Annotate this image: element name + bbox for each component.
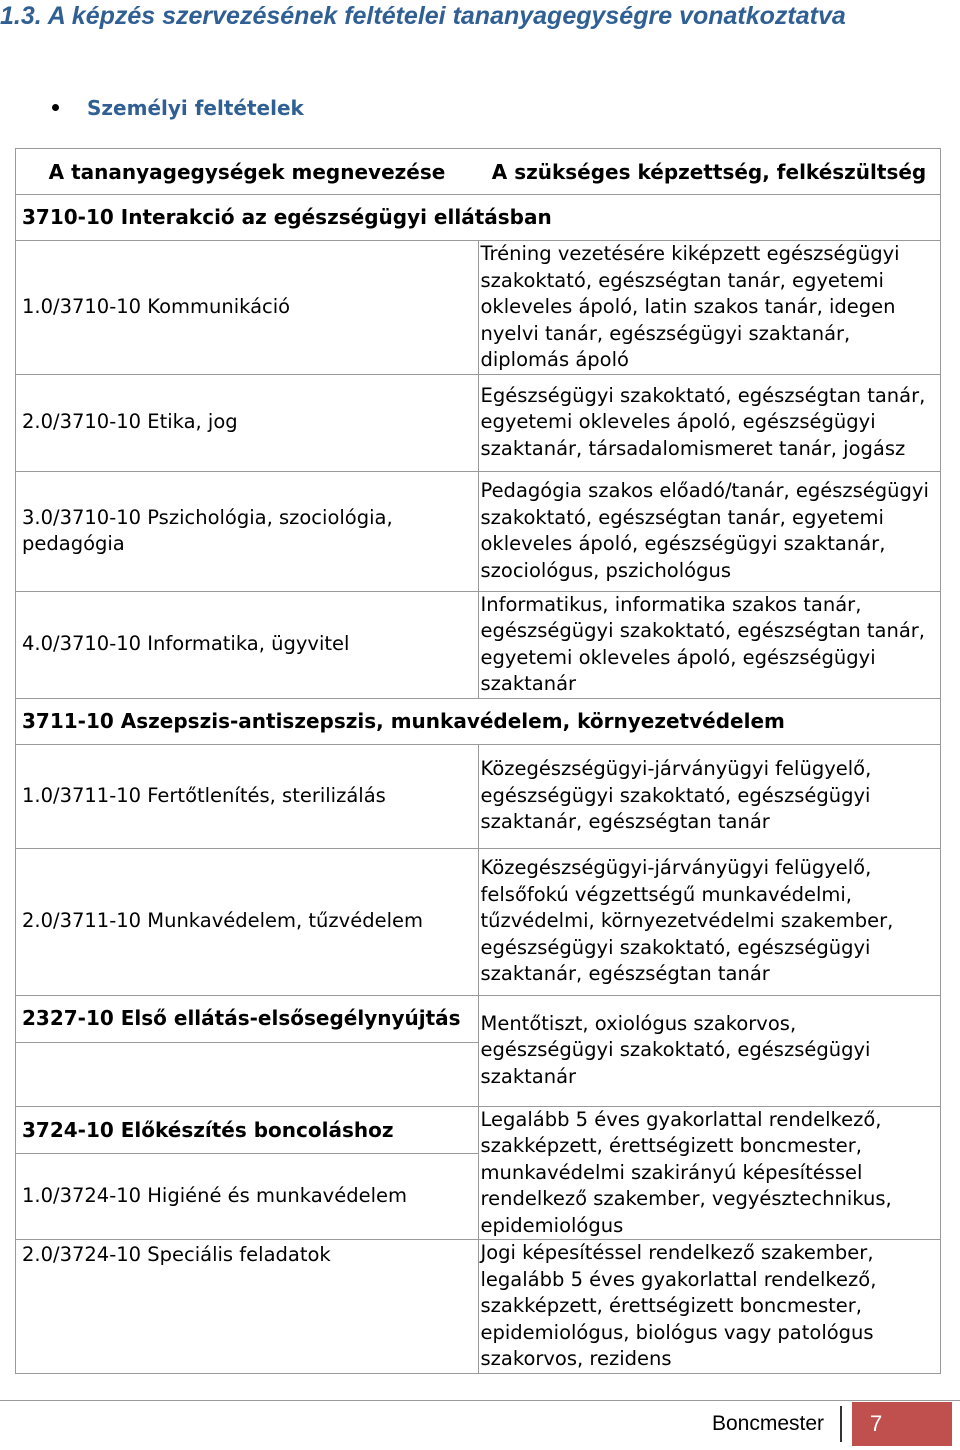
page-number: 7 [852, 1402, 952, 1446]
footer-separator [840, 1406, 842, 1442]
unit-requirement: Tréning vezetésére kiképzett egészségügyi szakoktató, egészségtan tanár, egyetemi okleveles ápoló, latin szakos tanár, idegen nyelvi tanár, egészségügyi szaktanár, diplomás ápoló [478, 241, 941, 375]
bullet-label: Személyi feltételek [87, 96, 304, 120]
unit-name: 1.0/3711-10 Fertőtlenítés, sterilizálás [16, 744, 479, 848]
footer-divider [0, 1400, 960, 1401]
footer-title: Boncmester [712, 1412, 825, 1435]
table-row [16, 471, 941, 591]
unit-name: 4.0/3710-10 Informatika, ügyvitel [16, 591, 479, 698]
unit-name: 2.0/3711-10 Munkavédelem, tűzvédelem [16, 848, 479, 995]
unit-requirement: Közegészségügyi-járványügyi felügyelő, egészségügyi szakoktató, egészségügyi szaktanár, egészségtan tanár [478, 744, 941, 848]
unit-name: 3.0/3710-10 Pszichológia, szociológia, pedagógia [16, 471, 479, 591]
section-row [16, 995, 941, 1042]
col-header-unit: A tananyagegységek megnevezése [16, 149, 479, 195]
table-row [16, 848, 941, 995]
section-title: 3711-10 Aszepszis-antiszepszis, munkavédelem, környezetvédelem [16, 698, 941, 744]
section-heading: 1.3. A képzés szervezésének feltételei tananyagegységre vonatkoztatva [0, 2, 846, 30]
empty-cell [16, 1042, 479, 1106]
table-header-row [16, 149, 941, 195]
unit-requirement: Pedagógia szakos előadó/tanár, egészségügyi szakoktató, egészségtan tanár, egyetemi okleveles ápoló, egészségügyi szaktanár, szociológus, pszichológus [478, 471, 941, 591]
unit-requirement: Egészségügyi szakoktató, egészségtan tanár, egyetemi okleveles ápoló, egészségügyi szaktanár, társadalomismeret tanár, jogász [478, 374, 941, 471]
bullet-personal-conditions [52, 96, 304, 120]
unit-requirement: Informatikus, informatika szakos tanár, egészségügyi szakoktató, egészségtan tanár, egyetemi okleveles ápoló, egészségügyi szaktanár [478, 591, 941, 698]
section-row [16, 698, 941, 744]
table-row [16, 591, 941, 698]
requirements-table [15, 148, 941, 1374]
unit-name: 2.0/3724-10 Speciális feladatok [16, 1240, 479, 1374]
unit-requirement: Legalább 5 éves gyakorlattal rendelkező, szakképzett, érettségizett boncmester, munkavédelmi szakirányú képesítéssel rendelkező szakember, vegyésztechnikus, epidemiológus [478, 1106, 941, 1240]
unit-name: 1.0/3724-10 Higiéné és munkavédelem [16, 1154, 479, 1240]
unit-requirement: Jogi képesítéssel rendelkező szakember, legalább 5 éves gyakorlattal rendelkező, szakképzett, érettségizett boncmester, epidemiológus, biológus vagy patológus szakorvos, rezidens [478, 1240, 941, 1374]
unit-name: 2.0/3710-10 Etika, jog [16, 374, 479, 471]
unit-requirement: Mentőtiszt, oxiológus szakorvos, egészségügyi szakoktató, egészségügyi szaktanár [478, 995, 941, 1106]
table-row [16, 374, 941, 471]
section-row [16, 195, 941, 241]
unit-name: 1.0/3710-10 Kommunikáció [16, 241, 479, 375]
section-title: 3724-10 Előkészítés boncoláshoz [16, 1106, 479, 1154]
table-row [16, 241, 941, 375]
col-header-qualification: A szükséges képzettség, felkészültség [478, 149, 941, 195]
table-row [16, 744, 941, 848]
unit-requirement: Közegészségügyi-járványügyi felügyelő, felsőfokú végzettségű munkavédelmi, tűzvédelmi, környezetvédelmi szakember, egészségügyi szakoktató, egészségügyi szaktanár, egészségtan tanár [478, 848, 941, 995]
section-title: 3710-10 Interakció az egészségügyi ellátásban [16, 195, 941, 241]
table-row [16, 1240, 941, 1374]
bullet-dot-icon [52, 104, 59, 111]
section-row [16, 1106, 941, 1154]
section-title: 2327-10 Első ellátás-elsősegélynyújtás [16, 995, 479, 1042]
